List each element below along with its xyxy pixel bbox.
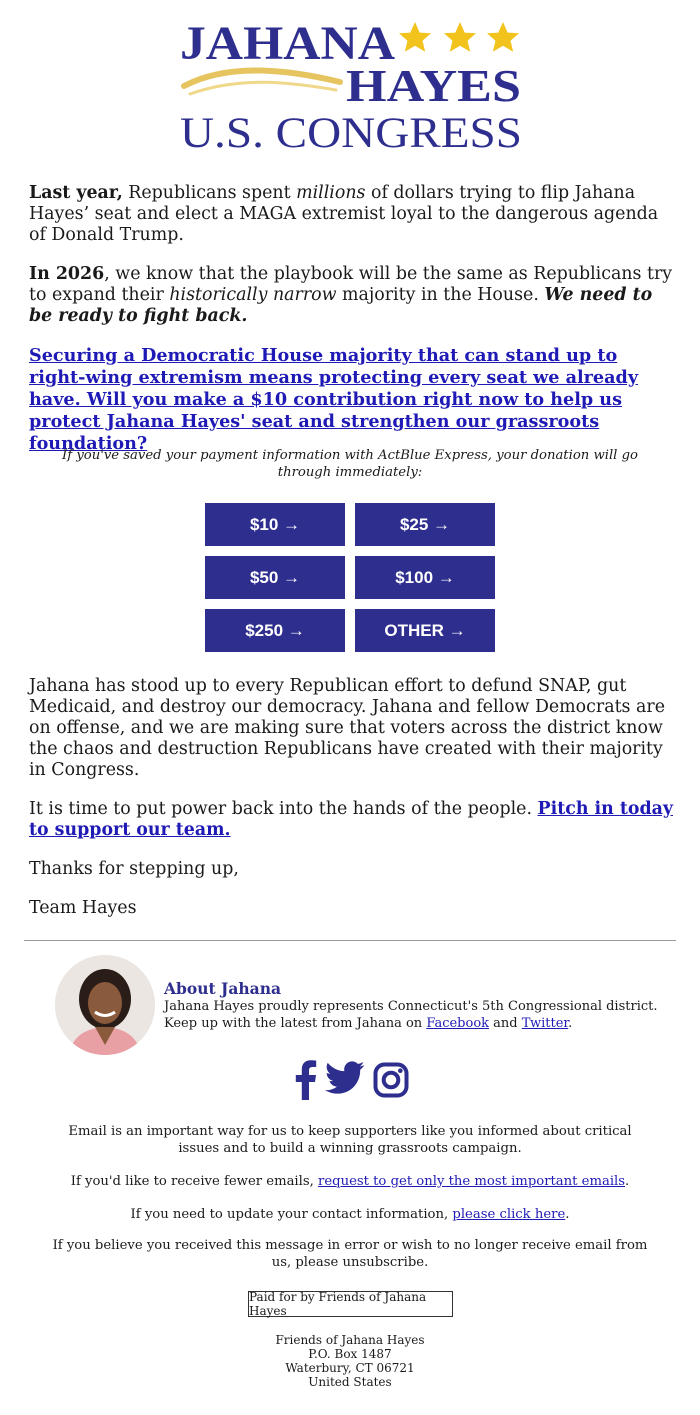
facebook-icon[interactable]: [292, 1058, 318, 1104]
intro-copy: [29, 183, 674, 473]
star-icon: [444, 22, 476, 52]
about-text: Jahana Hayes proudly represents Connecticut's 5th Congressional district. Keep up with the latest from Jahana on Facebook and Twitter.: [164, 999, 658, 1031]
donate-other-button[interactable]: OTHER →: [355, 609, 495, 652]
cta-paragraph: [29, 345, 674, 455]
body-paragraph-2: It is time to put power back into the hands of the people. Pitch in today to support our team.: [29, 799, 673, 840]
social-icons: [290, 1058, 410, 1102]
star-icon: [487, 22, 519, 52]
update-contact-link[interactable]: please click here: [452, 1207, 566, 1222]
paid-for-disclaimer: Paid for by Friends of Jahana Hayes: [248, 1291, 453, 1317]
about-title: About Jahana: [164, 979, 282, 998]
donate-100-button[interactable]: $100 →: [355, 556, 495, 599]
logo-last-name: HAYES: [346, 60, 521, 111]
fewer-emails-link[interactable]: request to get only the most important emails: [318, 1174, 626, 1189]
logo-subtitle: U.S. CONGRESS: [180, 110, 522, 157]
donate-10-button[interactable]: $10 →: [205, 503, 345, 546]
donate-25-button[interactable]: $25 →: [355, 503, 495, 546]
swoosh-graphic: [184, 70, 340, 94]
unsubscribe-note: If you believe you received this message in error or wish to no longer receive email from us, please unsubscribe.: [52, 1238, 648, 1270]
intro-paragraph-1: Last year, Republicans spent millions of dollars trying to flip Jahana Hayes’ seat and elect a MAGA extremist loyal to the dangerous agenda of Donald Trump.: [29, 183, 659, 245]
pitch-in-link[interactable]: Pitch in today to support our team.: [29, 799, 673, 840]
instagram-icon[interactable]: [373, 1062, 409, 1102]
donate-250-button[interactable]: $250 →: [205, 609, 345, 652]
logo-first-name: JAHANA: [180, 17, 396, 70]
update-contact-line: If you need to update your contact information, please click here.: [130, 1207, 570, 1222]
donate-50-button[interactable]: $50 →: [205, 556, 345, 599]
body-copy: [29, 676, 677, 937]
sign-off-team: Team Hayes: [29, 898, 137, 918]
star-icons: [399, 22, 519, 52]
mailing-address: Friends of Jahana Hayes P.O. Box 1487 Waterbury, CT 06721 United States: [275, 1333, 425, 1389]
sign-off-thanks: Thanks for stepping up,: [29, 859, 239, 879]
body-paragraph-1: Jahana has stood up to every Republican effort to defund SNAP, gut Medicaid, and destroy our democracy. Jahana and fellow Democrats are on offense, and we are making sure that voters across the district know the chaos and destruction Republicans have created with their majority in Congress.: [29, 676, 665, 780]
campaign-logo: [0, 0, 700, 165]
fewer-emails-line: If you'd like to receive fewer emails, request to get only the most important emails.: [70, 1174, 630, 1189]
twitter-icon[interactable]: [325, 1060, 365, 1100]
section-divider: [24, 940, 676, 941]
contribute-cta-link[interactable]: Securing a Democratic House majority that can stand up to right-wing extremism means protecting every seat we already have. Will you make a $10 contribution right now to help us protect Jahana Hayes' seat and strengthen our grassroots foundation?: [29, 345, 639, 454]
avatar: [55, 955, 155, 1055]
star-icon: [399, 22, 431, 52]
actblue-express-note: If you've saved your payment information with ActBlue Express, your donation will go through immediately:: [62, 448, 638, 480]
twitter-link[interactable]: Twitter: [521, 1015, 569, 1031]
facebook-link[interactable]: Facebook: [426, 1015, 490, 1031]
email-note: Email is an important way for us to keep supporters like you informed about critical issues and to build a winning grassroots campaign.: [68, 1124, 632, 1156]
intro-paragraph-2: In 2026, we know that the playbook will be the same as Republicans try to expand their historically narrow majority in the House. We need to be ready to fight back.: [29, 264, 673, 326]
